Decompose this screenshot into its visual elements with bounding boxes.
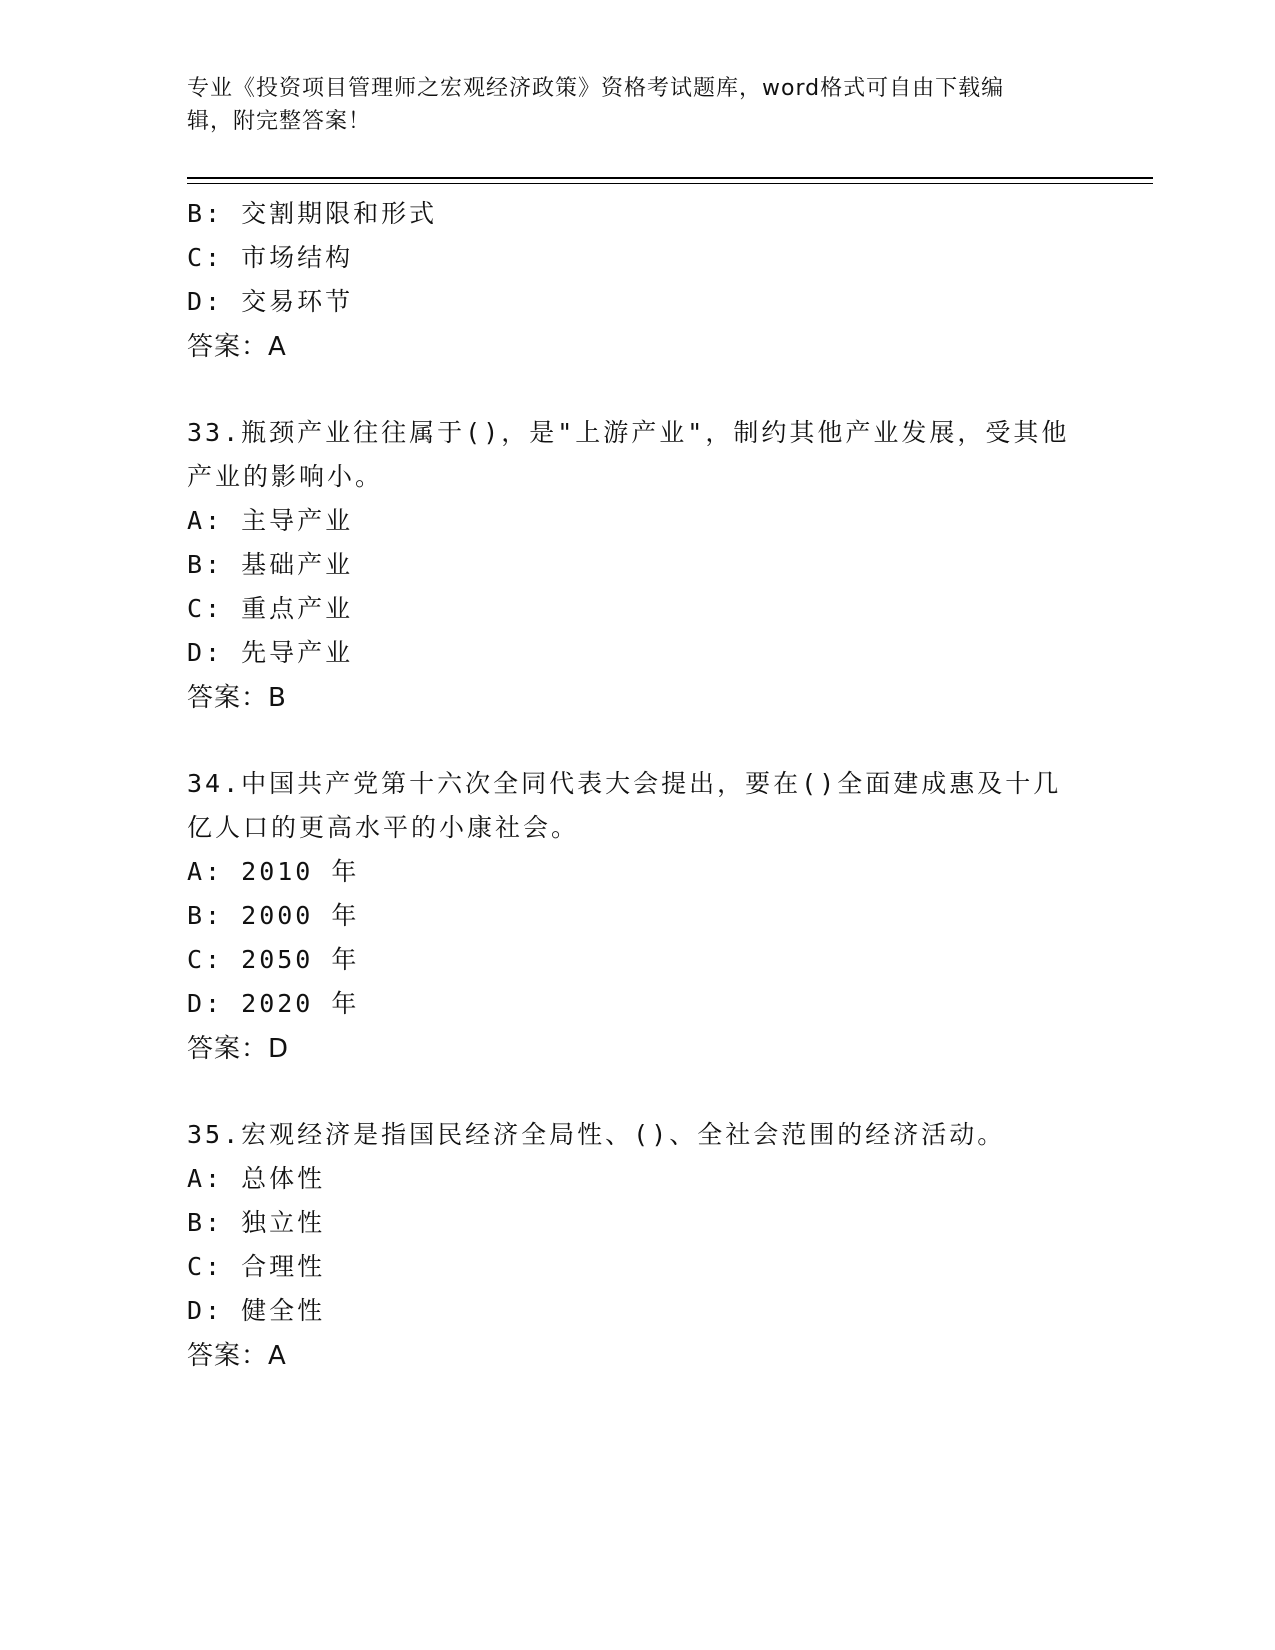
- document-header: [187, 72, 1067, 138]
- question-stem-continued: 亿人口的更高水平的小康社会。: [187, 813, 580, 842]
- option-d: D: 2020 年: [187, 989, 360, 1018]
- option-c: C: 2050 年: [187, 945, 360, 974]
- answer-line: 答案：A: [187, 332, 287, 362]
- option-b: B: 独立性: [187, 1208, 326, 1237]
- header-line-1: 专业《投资项目管理师之宏观经济政策》资格考试题库，word格式可自由下载编: [187, 76, 1005, 101]
- question-stem: 35.宏观经济是指国民经济全局性、()、全社会范围的经济活动。: [187, 1120, 1006, 1149]
- answer-line: 答案：A: [187, 1341, 287, 1371]
- option-b: B: 基础产业: [187, 550, 354, 579]
- option-c: C: 重点产业: [187, 594, 354, 623]
- option-a: A: 2010 年: [187, 857, 360, 886]
- option-a: A: 总体性: [187, 1164, 326, 1193]
- option-c: C: 合理性: [187, 1252, 326, 1281]
- header-rule-thin: [187, 183, 1153, 184]
- header-line-2: 辑，附完整答案！: [187, 109, 372, 134]
- answer-line: 答案：B: [187, 683, 287, 713]
- option-c: C: 市场结构: [187, 243, 354, 272]
- option-b: B: 交割期限和形式: [187, 199, 438, 228]
- option-d: D: 健全性: [187, 1296, 326, 1325]
- question-stem: 33.瓶颈产业往往属于()，是"上游产业"，制约其他产业发展，受其他: [187, 418, 1070, 447]
- question-stem-continued: 产业的影响小。: [187, 462, 384, 491]
- option-b: B: 2000 年: [187, 901, 360, 930]
- question-stem: 34.中国共产党第十六次全同代表大会提出，要在()全面建成惠及十几: [187, 769, 1062, 798]
- answer-line: 答案：D: [187, 1034, 290, 1064]
- option-d: D: 交易环节: [187, 287, 354, 316]
- header-rule-thick: [187, 177, 1153, 179]
- option-d: D: 先导产业: [187, 638, 354, 667]
- option-a: A: 主导产业: [187, 506, 354, 535]
